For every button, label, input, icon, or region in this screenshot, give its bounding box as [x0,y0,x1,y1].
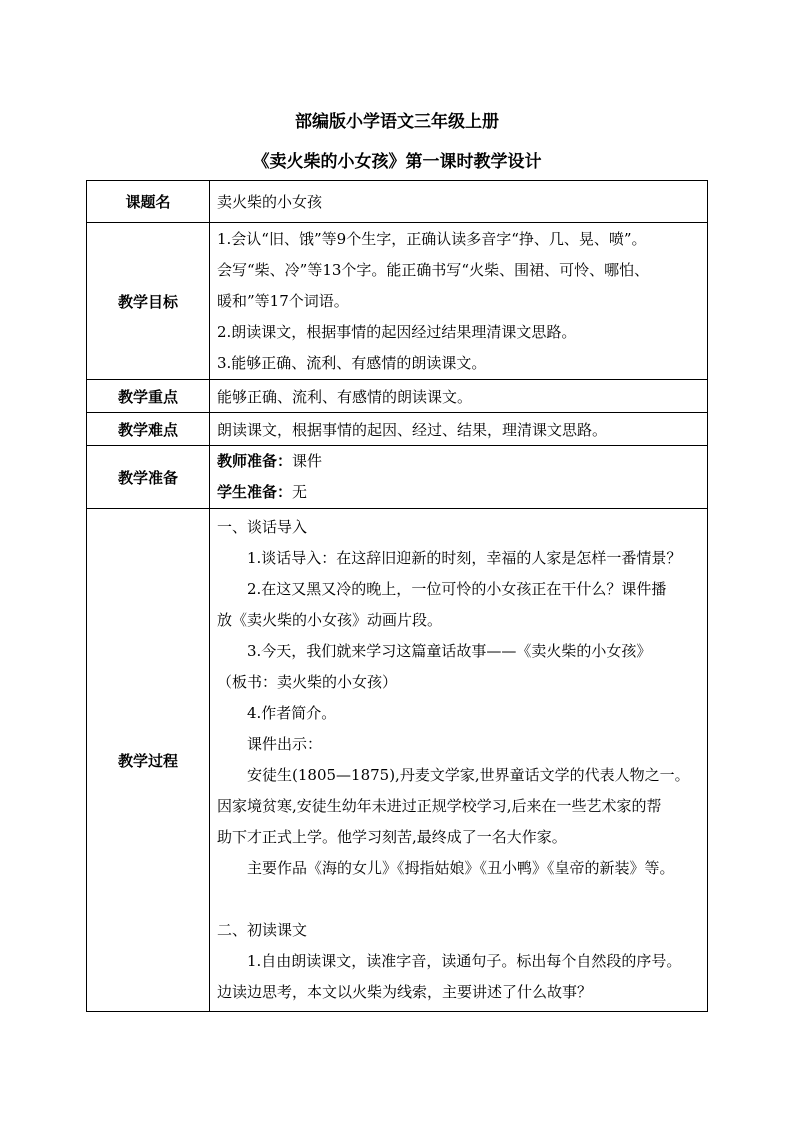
difficulty-label: 教学难点 [87,413,210,446]
lesson-plan-table [86,180,708,1012]
row-prep [87,446,708,509]
goal-line: 会写“柴、冷”等13个字。能正确书写“火柴、围裙、可怜、哪怕、 [217,260,650,279]
author-bio-line: 助下才正式上学。他学习刻苦,最终成了一名大作家。 [217,828,567,846]
topic-label: 课题名 [87,181,210,223]
spacer [217,884,700,915]
row-goals [87,223,708,380]
process-line: 3.今天，我们就来学习这篇童话故事——《卖火柴的小女孩》 [247,642,652,660]
process-line: 1.谈话导入：在这辞旧迎新的时刻，幸福的人家是怎样一番情景？ [247,549,682,567]
process-line: 4.作者简介。 [247,704,337,722]
goals-label: 教学目标 [87,223,210,380]
process-line: 课件出示： [247,735,323,753]
student-prep-label: 学生准备： [217,483,293,501]
author-works-line: 主要作品《海的女儿》《拇指姑娘》《丑小鸭》《皇帝的新装》等。 [247,859,675,877]
process-line: 放《卖火柴的小女孩》动画片段。 [217,611,443,629]
process-value [210,509,708,1012]
document-title: 部编版小学语文三年级上册 [295,112,499,132]
student-prep [217,477,700,508]
process-line: （板书：卖火柴的小女孩） [217,673,398,691]
section1-title: 一、谈话导入 [217,518,308,536]
row-topic [87,181,708,223]
row-difficulty [87,413,708,446]
goals-value [210,223,708,380]
row-process [87,509,708,1012]
document-subtitle: 《卖火柴的小女孩》第一课时教学设计 [252,152,542,172]
prep-label: 教学准备 [87,446,210,509]
process-line: 边读边思考，本文以火柴为线索，主要讲述了什么故事？ [217,983,593,1001]
focus-label: 教学重点 [87,380,210,413]
goal-line: 3.能够正确、流利、有感情的朗读课文。 [217,353,487,372]
author-bio-line: 因家境贫寒,安徒生幼年未进过正规学校学习,后来在一些艺术家的帮 [217,797,662,815]
process-line: 1.自由朗读课文，读准字音，读通句子。标出每个自然段的序号。 [247,952,682,970]
topic-value: 卖火柴的小女孩 [210,181,708,223]
teacher-prep-value: 课件 [292,452,323,470]
goal-line: 1.会认“旧、饿”等9个生字，正确认读多音字“挣、几、晃、喷”。 [217,229,647,248]
teacher-prep-label: 教师准备： [217,452,293,470]
process-label: 教学过程 [87,509,210,1012]
section2-title: 二、初读课文 [217,921,308,939]
focus-value: 能够正确、流利、有感情的朗读课文。 [210,380,708,413]
teacher-prep [217,446,700,477]
goal-line: 暖和”等17个词语。 [217,291,349,310]
author-bio-line: 安徒生(1805—1875),丹麦文学家,世界童话文学的代表人物之一。 [247,766,690,784]
student-prep-value: 无 [292,483,308,501]
goal-line: 2.朗读课文，根据事情的起因经过结果理清课文思路。 [217,322,577,341]
row-focus [87,380,708,413]
difficulty-value: 朗读课文，根据事情的起因、经过、结果，理清课文思路。 [210,413,708,446]
process-line: 2.在这又黑又冷的晚上，一位可怜的小女孩正在干什么？课件播 [247,580,667,598]
prep-value [210,446,708,509]
